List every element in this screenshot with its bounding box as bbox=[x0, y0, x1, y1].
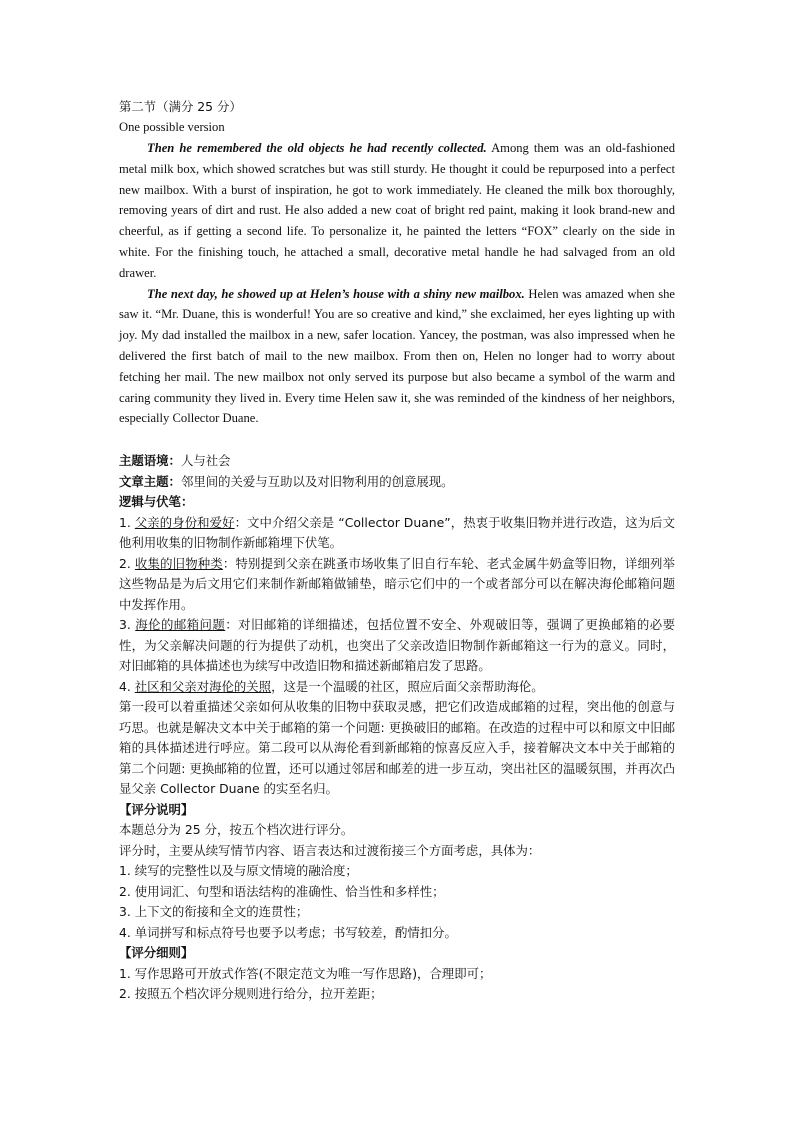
scoring-notes-item: 2. 使用词汇、句型和语法结构的准确性、恰当性和多样性； bbox=[119, 883, 445, 899]
logic-item-3-rest: ：对旧邮箱的详细描述，包括位置不安全、外观破旧等，强调了更换邮箱的必要性，为父亲解决问题的行为提供了动机，也突出了父亲改造旧物制作新邮箱这一行为的意义。同时，对旧邮箱的具体描述也为续写中改造旧物和描述新邮箱启发了思路。 bbox=[119, 617, 676, 674]
theme-context-value: 人与社会 bbox=[180, 453, 231, 469]
section-header: 第二节（满分 25 分） bbox=[119, 99, 242, 114]
scoring-notes-item: 4. 单词拼写和标点符号也要予以考虑；书写较差，酌情扣分。 bbox=[119, 924, 457, 940]
article-theme bbox=[119, 472, 675, 493]
essay-paragraph-1-body: Among them was an old-fashioned metal milk box, which showed scratches but was still sturdy. He thought it could be repurposed into a perfect new mailbox. With a burst of inspiration, he got to work immediately. He cleaned the milk box thoroughly, removing years of dirt and rust. He also added a new coat of bright red paint, making it look brand-new and cheerful, as if getting a second life. To personalize it, he painted the letters “FOX” clearly on the side in white. For the finishing touch, he attached a small, decorative metal handle he had salvaged from an old drawer. bbox=[119, 141, 675, 280]
logic-item-2 bbox=[119, 554, 675, 616]
logic-item-1-key: 父亲的身份和爱好 bbox=[134, 514, 235, 530]
article-theme-value: 邻里间的关爱与互助以及对旧物利用的创意展现。 bbox=[180, 473, 454, 489]
essay-paragraph-1-lead: Then he remembered the old objects he had recently collected. bbox=[147, 141, 487, 155]
logic-item-3-key: 海伦的邮箱问题 bbox=[135, 617, 226, 633]
logic-item-1 bbox=[119, 513, 675, 554]
scoring-rules-header: 【评分细则】 bbox=[119, 945, 194, 961]
theme-context-label: 主题语境： bbox=[119, 453, 181, 469]
article-theme-label: 文章主题： bbox=[119, 473, 181, 489]
logic-item-4-num: 4. bbox=[119, 678, 135, 694]
logic-item-3 bbox=[119, 615, 675, 677]
logic-item-4 bbox=[119, 677, 675, 698]
scoring-rules-item: 1. 写作思路可开放式作答(不限定范文为唯一写作思路)，合理即可； bbox=[119, 965, 492, 981]
logic-item-1-rest: ：文中介绍父亲是 “Collector Duane”，热衷于收集旧物并进行改造，这为后文他利用收集的旧物制作新邮箱埋下伏笔。 bbox=[119, 514, 676, 551]
analysis-summary: 第一段可以着重描述父亲如何从收集的旧物中获取灵感，把它们改造成邮箱的过程，突出他的创意与巧思。也就是解决文本中关于邮箱的第一个问题: 更换破旧的邮箱。在改造的过程中可以和原文中旧邮箱的具体描述进行呼应。第二段可以从海伦看到新邮箱的惊喜反应入手，接着解决文本中关于邮箱的第二个问题: 更换邮箱的位置，还可以通过邻居和邮差的进一步互动，突出社区的温暖氛围，并再次凸显父亲 Collector Duane 的实至名归。 bbox=[119, 699, 675, 797]
spacer bbox=[119, 429, 675, 451]
essay-paragraph-2-lead: The next day, he showed up at Helen’s house with a shiny new mailbox. bbox=[147, 286, 525, 301]
essay-paragraph-2 bbox=[119, 284, 675, 430]
logic-item-2-rest: ：特别提到父亲在跳蚤市场收集了旧自行车轮、老式金属牛奶盒等旧物，详细列举这些物品是为后文用它们来制作新邮箱做铺垫，暗示它们中的一个或者部分可以在解决海伦邮箱问题中发挥作用。 bbox=[119, 555, 676, 612]
scoring-notes-item: 1. 续写的完整性以及与原文情境的融洽度； bbox=[119, 863, 358, 879]
logic-item-4-rest: ，这是一个温暖的社区，照应后面父亲帮助海伦。 bbox=[271, 678, 544, 694]
scoring-notes-line-2: 评分时，主要从续写情节内容、语言表达和过渡衔接三个方面考虑，具体为： bbox=[119, 842, 541, 858]
logic-label: 逻辑与伏笔： bbox=[119, 494, 194, 510]
scoring-notes-header: 【评分说明】 bbox=[119, 801, 194, 817]
essay-paragraph-1 bbox=[119, 138, 675, 284]
logic-item-1-num: 1. bbox=[119, 514, 135, 530]
document-page bbox=[119, 96, 675, 1005]
scoring-notes-item: 3. 上下文的衔接和全文的连贯性； bbox=[119, 904, 309, 920]
logic-item-3-num: 3. bbox=[119, 617, 136, 633]
logic-item-2-key: 收集的旧物种类 bbox=[134, 555, 223, 571]
logic-item-4-key: 社区和父亲对海伦的关照 bbox=[134, 678, 272, 694]
essay-paragraph-2-body: Helen was amazed when she saw it. “Mr. Duane, this is wonderful! You are so creative and kind,” she exclaimed, her eyes lighting up with joy. My dad installed the mailbox in a new, safer location. Yancey, the postman, was also impressed when he delivered the first batch of mail to the new mailbox. From then on, Helen no longer had to worry about fetching her mail. The new mailbox not only served its purpose but also became a symbol of the warm and caring community they lived in. Every time Helen saw it, she was reminded of the kindness of her neighbors, especially Collector Duane. bbox=[119, 286, 675, 426]
theme-context bbox=[119, 451, 675, 472]
version-label: One possible version bbox=[119, 120, 225, 134]
scoring-notes-line-1: 本题总分为 25 分，按五个档次进行评分。 bbox=[119, 822, 354, 838]
logic-item-2-num: 2. bbox=[119, 555, 135, 571]
scoring-rules-item: 2. 按照五个档次评分规则进行给分，拉开差距； bbox=[119, 986, 383, 1002]
